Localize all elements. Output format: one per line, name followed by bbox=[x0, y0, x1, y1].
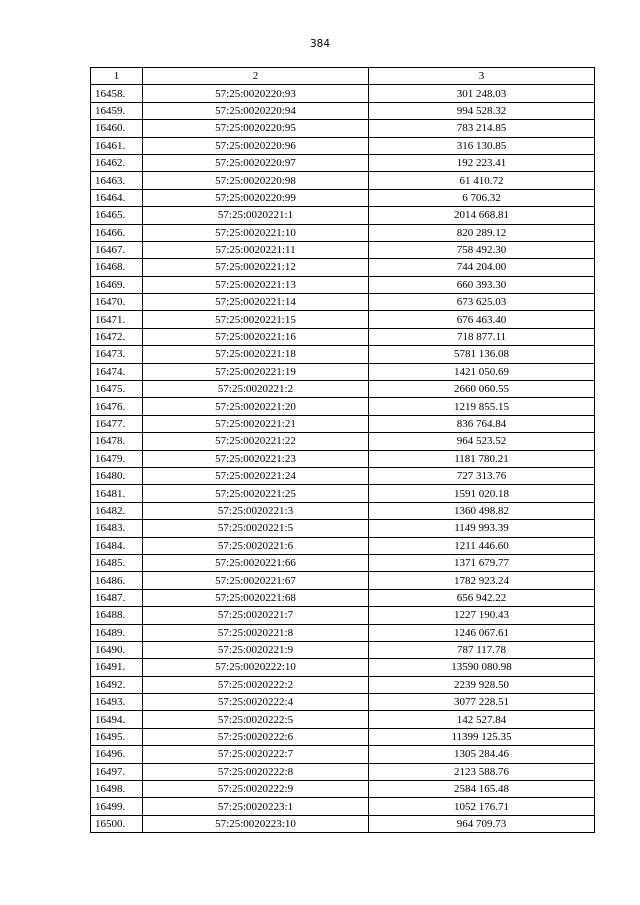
cadastral-number-cell: 57:25:0020221:24 bbox=[143, 467, 369, 484]
table-row bbox=[91, 172, 595, 189]
cadastral-number-cell: 57:25:0020221:13 bbox=[143, 276, 369, 293]
column-header-value: 3 bbox=[369, 68, 595, 85]
row-number-cell: 16495. bbox=[91, 728, 143, 745]
cadastral-value-cell: 1246 067.61 bbox=[369, 624, 595, 641]
cadastral-value-cell: 673 625.03 bbox=[369, 294, 595, 311]
row-number-cell: 16488. bbox=[91, 607, 143, 624]
table-row bbox=[91, 224, 595, 241]
table-row bbox=[91, 137, 595, 154]
table-row bbox=[91, 763, 595, 780]
row-number-cell: 16474. bbox=[91, 363, 143, 380]
cadastral-number-cell: 57:25:0020221:6 bbox=[143, 537, 369, 554]
table-row bbox=[91, 189, 595, 206]
row-number-cell: 16486. bbox=[91, 572, 143, 589]
cadastral-value-cell: 3077 228.51 bbox=[369, 694, 595, 711]
table-row bbox=[91, 589, 595, 606]
row-number-cell: 16467. bbox=[91, 241, 143, 258]
cadastral-number-cell: 57:25:0020222:7 bbox=[143, 746, 369, 763]
cadastral-number-cell: 57:25:0020220:95 bbox=[143, 120, 369, 137]
cadastral-number-cell: 57:25:0020221:10 bbox=[143, 224, 369, 241]
row-number-cell: 16496. bbox=[91, 746, 143, 763]
cadastral-number-cell: 57:25:0020220:94 bbox=[143, 102, 369, 119]
table-row bbox=[91, 154, 595, 171]
table-row bbox=[91, 259, 595, 276]
cadastral-value-cell: 142 527.84 bbox=[369, 711, 595, 728]
cadastral-value-cell: 2239 928.50 bbox=[369, 676, 595, 693]
row-number-cell: 16480. bbox=[91, 467, 143, 484]
cadastral-number-cell: 57:25:0020220:97 bbox=[143, 154, 369, 171]
cadastral-number-cell: 57:25:0020221:7 bbox=[143, 607, 369, 624]
table-row bbox=[91, 746, 595, 763]
row-number-cell: 16491. bbox=[91, 659, 143, 676]
cadastral-number-cell: 57:25:0020221:8 bbox=[143, 624, 369, 641]
table-header bbox=[91, 68, 595, 85]
cadastral-number-cell: 57:25:0020222:4 bbox=[143, 694, 369, 711]
cadastral-value-cell: 1211 446.60 bbox=[369, 537, 595, 554]
cadastral-value-cell: 1782 923.24 bbox=[369, 572, 595, 589]
column-header-number: 1 bbox=[91, 68, 143, 85]
row-number-cell: 16490. bbox=[91, 641, 143, 658]
row-number-cell: 16465. bbox=[91, 207, 143, 224]
row-number-cell: 16462. bbox=[91, 154, 143, 171]
cadastral-number-cell: 57:25:0020221:19 bbox=[143, 363, 369, 380]
cadastral-value-cell: 5781 136.08 bbox=[369, 346, 595, 363]
table-row bbox=[91, 85, 595, 102]
row-number-cell: 16478. bbox=[91, 433, 143, 450]
row-number-cell: 16487. bbox=[91, 589, 143, 606]
table-row bbox=[91, 346, 595, 363]
table-row bbox=[91, 554, 595, 571]
cadastral-value-cell: 1052 176.71 bbox=[369, 798, 595, 815]
cadastral-value-cell: 1371 679.77 bbox=[369, 554, 595, 571]
table-row bbox=[91, 798, 595, 815]
table-row bbox=[91, 641, 595, 658]
cadastral-value-cell: 2123 588.76 bbox=[369, 763, 595, 780]
table-row bbox=[91, 694, 595, 711]
row-number-cell: 16470. bbox=[91, 294, 143, 311]
cadastral-number-cell: 57:25:0020221:18 bbox=[143, 346, 369, 363]
table-row bbox=[91, 520, 595, 537]
cadastral-number-cell: 57:25:0020221:66 bbox=[143, 554, 369, 571]
table-row bbox=[91, 537, 595, 554]
cadastral-number-cell: 57:25:0020222:6 bbox=[143, 728, 369, 745]
row-number-cell: 16485. bbox=[91, 554, 143, 571]
cadastral-value-cell: 836 764.84 bbox=[369, 415, 595, 432]
column-header-cadastral-number: 2 bbox=[143, 68, 369, 85]
row-number-cell: 16489. bbox=[91, 624, 143, 641]
cadastral-value-table bbox=[90, 67, 595, 833]
row-number-cell: 16468. bbox=[91, 259, 143, 276]
header-row bbox=[91, 68, 595, 85]
cadastral-value-cell: 1360 498.82 bbox=[369, 502, 595, 519]
cadastral-number-cell: 57:25:0020221:1 bbox=[143, 207, 369, 224]
cadastral-value-cell: 656 942.22 bbox=[369, 589, 595, 606]
cadastral-value-cell: 1421 050.69 bbox=[369, 363, 595, 380]
table-row bbox=[91, 328, 595, 345]
row-number-cell: 16463. bbox=[91, 172, 143, 189]
cadastral-value-cell: 1305 284.46 bbox=[369, 746, 595, 763]
page-number: 384 bbox=[309, 38, 331, 50]
row-number-cell: 16483. bbox=[91, 520, 143, 537]
table-row bbox=[91, 102, 595, 119]
cadastral-value-cell: 676 463.40 bbox=[369, 311, 595, 328]
cadastral-value-cell: 660 393.30 bbox=[369, 276, 595, 293]
cadastral-number-cell: 57:25:0020223:1 bbox=[143, 798, 369, 815]
row-number-cell: 16477. bbox=[91, 415, 143, 432]
row-number-cell: 16466. bbox=[91, 224, 143, 241]
table-row bbox=[91, 624, 595, 641]
cadastral-value-cell: 1219 855.15 bbox=[369, 398, 595, 415]
cadastral-value-cell: 1181 780.21 bbox=[369, 450, 595, 467]
cadastral-number-cell: 57:25:0020221:14 bbox=[143, 294, 369, 311]
cadastral-value-cell: 301 248.03 bbox=[369, 85, 595, 102]
cadastral-value-cell: 964 709.73 bbox=[369, 815, 595, 832]
cadastral-value-cell: 2584 165.48 bbox=[369, 781, 595, 798]
cadastral-value-cell: 820 289.12 bbox=[369, 224, 595, 241]
cadastral-value-cell: 61 410.72 bbox=[369, 172, 595, 189]
cadastral-number-cell: 57:25:0020222:9 bbox=[143, 781, 369, 798]
cadastral-number-cell: 57:25:0020221:3 bbox=[143, 502, 369, 519]
cadastral-value-cell: 11399 125.35 bbox=[369, 728, 595, 745]
table-row bbox=[91, 241, 595, 258]
table-row bbox=[91, 450, 595, 467]
cadastral-number-cell: 57:25:0020221:67 bbox=[143, 572, 369, 589]
table-row bbox=[91, 676, 595, 693]
cadastral-number-cell: 57:25:0020221:12 bbox=[143, 259, 369, 276]
row-number-cell: 16494. bbox=[91, 711, 143, 728]
cadastral-number-cell: 57:25:0020220:93 bbox=[143, 85, 369, 102]
cadastral-value-cell: 744 204.00 bbox=[369, 259, 595, 276]
cadastral-value-cell: 2014 668.81 bbox=[369, 207, 595, 224]
row-number-cell: 16469. bbox=[91, 276, 143, 293]
cadastral-value-cell: 1591 020.18 bbox=[369, 485, 595, 502]
cadastral-number-cell: 57:25:0020222:2 bbox=[143, 676, 369, 693]
table-row bbox=[91, 659, 595, 676]
cadastral-number-cell: 57:25:0020222:8 bbox=[143, 763, 369, 780]
row-number-cell: 16484. bbox=[91, 537, 143, 554]
table-row bbox=[91, 467, 595, 484]
table-body bbox=[91, 85, 595, 833]
table-row bbox=[91, 728, 595, 745]
cadastral-value-cell: 316 130.85 bbox=[369, 137, 595, 154]
table-row bbox=[91, 711, 595, 728]
row-number-cell: 16498. bbox=[91, 781, 143, 798]
cadastral-value-cell: 1149 993.39 bbox=[369, 520, 595, 537]
cadastral-value-cell: 2660 060.55 bbox=[369, 381, 595, 398]
table-row bbox=[91, 276, 595, 293]
table-row bbox=[91, 572, 595, 589]
row-number-cell: 16482. bbox=[91, 502, 143, 519]
cadastral-value-cell: 718 877.11 bbox=[369, 328, 595, 345]
row-number-cell: 16458. bbox=[91, 85, 143, 102]
table-row bbox=[91, 502, 595, 519]
cadastral-number-cell: 57:25:0020220:96 bbox=[143, 137, 369, 154]
cadastral-value-cell: 13590 080.98 bbox=[369, 659, 595, 676]
table-row bbox=[91, 485, 595, 502]
row-number-cell: 16464. bbox=[91, 189, 143, 206]
cadastral-number-cell: 57:25:0020221:21 bbox=[143, 415, 369, 432]
cadastral-number-cell: 57:25:0020221:5 bbox=[143, 520, 369, 537]
cadastral-number-cell: 57:25:0020221:2 bbox=[143, 381, 369, 398]
cadastral-value-cell: 192 223.41 bbox=[369, 154, 595, 171]
cadastral-number-cell: 57:25:0020221:20 bbox=[143, 398, 369, 415]
cadastral-number-cell: 57:25:0020221:9 bbox=[143, 641, 369, 658]
cadastral-number-cell: 57:25:0020223:10 bbox=[143, 815, 369, 832]
row-number-cell: 16499. bbox=[91, 798, 143, 815]
table-row bbox=[91, 815, 595, 832]
row-number-cell: 16481. bbox=[91, 485, 143, 502]
row-number-cell: 16472. bbox=[91, 328, 143, 345]
table-row bbox=[91, 415, 595, 432]
cadastral-number-cell: 57:25:0020222:5 bbox=[143, 711, 369, 728]
row-number-cell: 16500. bbox=[91, 815, 143, 832]
cadastral-number-cell: 57:25:0020221:23 bbox=[143, 450, 369, 467]
row-number-cell: 16459. bbox=[91, 102, 143, 119]
row-number-cell: 16471. bbox=[91, 311, 143, 328]
cadastral-number-cell: 57:25:0020220:99 bbox=[143, 189, 369, 206]
cadastral-number-cell: 57:25:0020221:68 bbox=[143, 589, 369, 606]
cadastral-number-cell: 57:25:0020221:15 bbox=[143, 311, 369, 328]
row-number-cell: 16460. bbox=[91, 120, 143, 137]
cadastral-value-cell: 787 117.78 bbox=[369, 641, 595, 658]
table-row bbox=[91, 311, 595, 328]
table-row bbox=[91, 207, 595, 224]
table-row bbox=[91, 363, 595, 380]
cadastral-number-cell: 57:25:0020222:10 bbox=[143, 659, 369, 676]
table-row bbox=[91, 294, 595, 311]
cadastral-number-cell: 57:25:0020221:22 bbox=[143, 433, 369, 450]
row-number-cell: 16479. bbox=[91, 450, 143, 467]
row-number-cell: 16497. bbox=[91, 763, 143, 780]
cadastral-number-cell: 57:25:0020221:25 bbox=[143, 485, 369, 502]
row-number-cell: 16461. bbox=[91, 137, 143, 154]
table-row bbox=[91, 607, 595, 624]
cadastral-number-cell: 57:25:0020221:11 bbox=[143, 241, 369, 258]
table-row bbox=[91, 381, 595, 398]
cadastral-value-cell: 783 214.85 bbox=[369, 120, 595, 137]
cadastral-number-cell: 57:25:0020220:98 bbox=[143, 172, 369, 189]
cadastral-value-cell: 964 523.52 bbox=[369, 433, 595, 450]
row-number-cell: 16473. bbox=[91, 346, 143, 363]
row-number-cell: 16476. bbox=[91, 398, 143, 415]
row-number-cell: 16475. bbox=[91, 381, 143, 398]
table-row bbox=[91, 398, 595, 415]
row-number-cell: 16493. bbox=[91, 694, 143, 711]
cadastral-value-cell: 6 706.32 bbox=[369, 189, 595, 206]
cadastral-value-cell: 994 528.32 bbox=[369, 102, 595, 119]
table-row bbox=[91, 433, 595, 450]
row-number-cell: 16492. bbox=[91, 676, 143, 693]
table-row bbox=[91, 781, 595, 798]
table-row bbox=[91, 120, 595, 137]
cadastral-value-cell: 727 313.76 bbox=[369, 467, 595, 484]
cadastral-value-cell: 1227 190.43 bbox=[369, 607, 595, 624]
cadastral-value-cell: 758 492.30 bbox=[369, 241, 595, 258]
cadastral-number-cell: 57:25:0020221:16 bbox=[143, 328, 369, 345]
